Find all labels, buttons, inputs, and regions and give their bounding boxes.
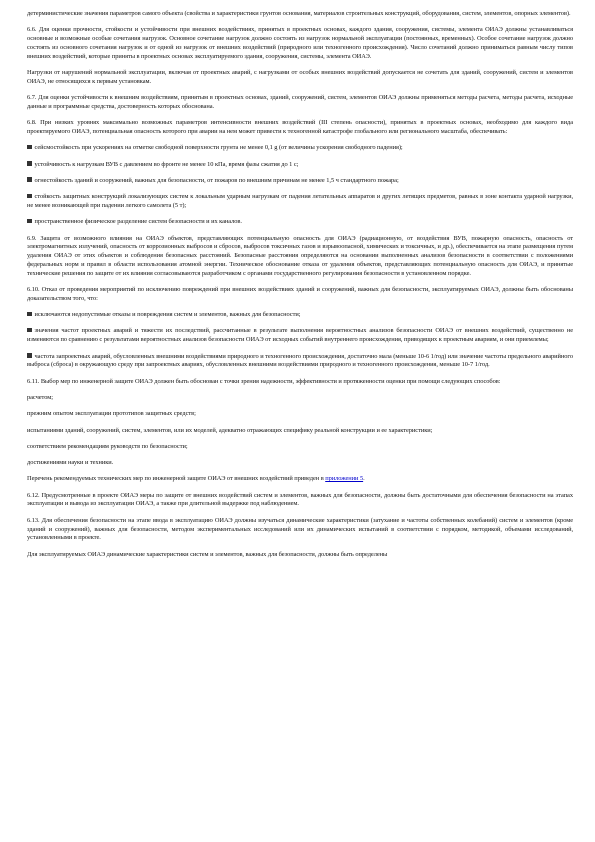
paragraph: 6.6. Для оценки прочности, стойкости и устойчивости при внешних воздействиях, принятых в проектных основах, каждого здания, сооружения, системы, элемента ОИАЭ должны устанавливаться основные и возможные особые сочетания нагрузок. Основное сочетание нагрузок должно состоять из нагрузок нормальной эксплуатации (постоянных, временных). Особое сочетание нагрузок должно состоять из основного сочетания нагрузок и от одной из нагрузок от внешних воздействий (природного или техногенного происхождения). Число сочетаний должно приниматься равным числу типов внешних воздействий, которые приняты в проектных основах эксплуатируемого здания, сооружения, системы, элемента ОИАЭ.: [27, 26, 573, 60]
paragraph: Нагрузки от нарушений нормальной эксплуатации, включая от проектных аварий, с нагрузками от особых внешних воздействий допускается не сочетать для зданий, сооружений, систем и элементов ОИАЭ, не относящихся к первым установкам.: [27, 68, 573, 85]
paragraph: расчетом;: [27, 393, 53, 401]
paragraph: 6.13. Для обеспечения безопасности на этапе ввода в эксплуатацию ОИАЭ должны изучаться динамические характеристики (затухание и частоты собственных колебаний) систем и элементов (кроме зданий и сооружений), важных для безопасности, методом экспериментальных исследований или их динамических испытаний в соответствии с порядком, методикой, объемами исследований, установленными в проекте.: [27, 516, 573, 542]
bullet-item: [27, 353, 573, 371]
appendix-5-link[interactable]: приложении 5: [325, 475, 364, 483]
paragraph: достижениями науки и техники.: [27, 459, 114, 467]
bullet-item: [27, 193, 573, 211]
square-bullet-icon: [27, 312, 32, 317]
bullet-text: сейсмостойкость при ускорениях на отметке свободной поверхности грунта не менее 0,1 g (от величины ускорения свободного падения);: [34, 144, 403, 152]
square-bullet-icon: [27, 194, 32, 199]
square-bullet-icon: [27, 219, 32, 224]
paragraph-tail: .: [363, 475, 365, 483]
square-bullet-icon: [27, 353, 32, 358]
bullet-text: устойчивость к нагрузкам ВУВ с давлением во фронте не менее 10 кПа, время фазы сжатия до 1 с;: [34, 160, 299, 168]
square-bullet-icon: [27, 177, 32, 182]
paragraph: детерминистические значения параметров самого объекта (свойства и характеристики грунтов основания, материалов строительных конструкций, оборудования, систем, элементов, опорных элементов).: [27, 10, 571, 17]
bullet-text: пространственное физическое разделение систем безопасности и их каналов.: [34, 218, 242, 226]
paragraph: испытаниями зданий, сооружений, систем, элементов, или их моделей, адекватно отражающих специфику реальной конструкции и ее характеристики;: [27, 426, 433, 434]
paragraph: [27, 475, 573, 484]
bullet-item: [27, 144, 573, 153]
square-bullet-icon: [27, 161, 32, 166]
paragraph: 6.12. Предусмотренные в проекте ОИАЭ меры по защите от внешних воздействий систем и элементов, важных для безопасности, должны быть достаточными для обеспечения безопасности на этапах эксплуатации и вывода из эксплуатации ОИАЭ, а также при длительной выдержке под наблюдением.: [27, 491, 573, 508]
paragraph: Для эксплуатируемых ОИАЭ динамические характеристики систем и элементов, важных для безопасности, должны быть определены: [27, 550, 388, 558]
paragraph: 6.7. Для оценки устойчивости к внешним воздействиям, принятым в проектных основах, зданий, сооружений, систем, элементов ОИАЭ должны применяться методы расчета, методы расчета, исходные данные и программные средства, достоверность которых обоснована.: [27, 94, 573, 110]
bullet-text: огнестойкость зданий и сооружений, важных для безопасности, от пожаров по внешним причинам не менее 1,5 ч стандартного пожара;: [34, 176, 399, 184]
paragraph: 6.11. Выбор мер по инженерной защите ОИАЭ должен быть обоснован с точки зрения надежности, эффективности и протяженности оценки при помощи следующих способов:: [27, 377, 501, 385]
bullet-item: [27, 218, 573, 227]
bullet-text: исключаются недопустимые отказы и повреждения систем и элементов, важных для безопасности;: [34, 311, 301, 319]
bullet-item: [27, 311, 573, 320]
bullet-text: частота запроектных аварий, обусловленных внешними воздействиями природного и техногенного происхождения, достаточно мала (меньше 10-6 1/год) или значение частоты предельного аварийного выброса (сброса) в окружающую среду при запроектных авариях, обусловленных внешними воздействиями природного и техногенного происхождения, меньше 10-7 1/год.: [27, 352, 573, 369]
paragraph: соответствием рекомендациям руководств по безопасности;: [27, 442, 188, 450]
square-bullet-icon: [27, 328, 32, 333]
paragraph: прежним опытом эксплуатации прототипов защитных средств;: [27, 410, 196, 418]
paragraph: 6.9. Защита от возможного влияния на ОИАЭ объектов, представляющих потенциальную опасность для ОИАЭ (радиационную, от воздействия ВУВ, пожарную опасность, опасность от электромагнитных излучений, опасность от коррозионных выбросов и сбросов, выбросов токсичных газов и взрывоопасной, химических и токсичных, и др.), обеспечивается на этапе размещения путем удаления ОИАЭ от этих объектов и соблюдения безопасных расстояний. Безопасные расстояния определяются на основании выполненных анализов безопасности в соответствии с положениями федеральных норм и правил в области использования атомной энергии. Техническое обоснование отказа от удаления объектов, представляющих потенциальную опасность для ОИАЭ, и принятые технические решения по защите от их влияния согласовываются разработчиком с органами государственного регулирования безопасности в установленном порядке.: [27, 234, 573, 277]
bullet-text: стойкость защитных конструкций локализующих систем к локальным ударным нагрузкам от падения летательных аппаратов и других летящих предметов, равных в зоне контакта ударной нагрузки, не менее возникающей при падении легкого самолета (5 т);: [27, 193, 573, 209]
paragraph: 6.10. Отказ от проведения мероприятий по исключению повреждений при внешних воздействиях зданий и сооружений, важных для безопасности, эксплуатируемых ОИАЭ, должны быть обоснованы доказательством того, что:: [27, 286, 573, 302]
paragraph: 6.8. При низких уровнях максимально возможных параметров интенсивности внешних воздействий (III степень опасности), принятых в проектных основах, необходимо для каждого вида проектируемого ОИАЭ, потенциальная опасность которого при аварии на нем может привести к техногенной катастрофе глобального или регионального масштаба, обеспечивать:: [27, 119, 573, 135]
bullet-item: [27, 177, 573, 186]
bullet-item: [27, 161, 573, 170]
bullet-text: значения частот проектных аварий и тяжести их последствий, рассчитанные в результате выполнения вероятностных анализов безопасности ОИАЭ от внешних воздействий, существенно не изменяются по сравнению с результатами вероятностных анализов безопасности ОИАЭ от исходных событий внутреннего происхождения, приводящих к проектным авариям, и они приемлемы;: [27, 327, 573, 344]
square-bullet-icon: [27, 145, 32, 150]
paragraph-text: Перечень рекомендуемых технических мер по инженерной защите ОИАЭ от внешних воздействий приведен в: [27, 475, 326, 483]
bullet-item: [27, 327, 573, 345]
